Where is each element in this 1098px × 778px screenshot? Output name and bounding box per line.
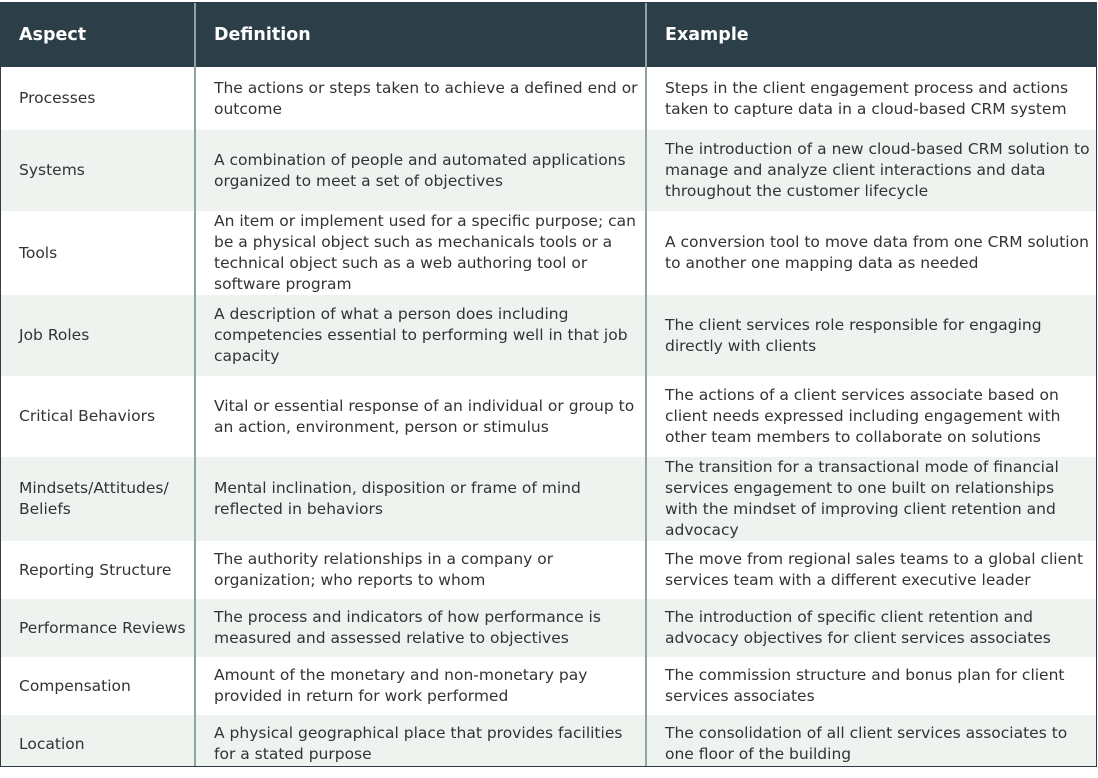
table-header (1, 3, 1096, 67)
header-aspect: Aspect (19, 25, 87, 45)
cell-aspect: Performance Reviews (19, 618, 186, 637)
cell-example: The consolidation of all client services associates to one floor of the building (646, 715, 1096, 767)
cell-definition: The process and indicators of how performance is measured and assessed relative to objectives (195, 599, 646, 657)
cell-example: The introduction of a new cloud-based CRM solution to manage and analyze client interactions and data throughout the customer lifecycle (646, 130, 1096, 211)
aspects-table (1, 3, 1096, 767)
cell-definition: The actions or steps taken to achieve a defined end or outcome (195, 67, 646, 130)
cell-example: The actions of a client services associate based on client needs expressed including engagement with other team members to collaborate on solutions (646, 376, 1096, 457)
cell-aspect: Compensation (19, 676, 131, 695)
cell-example: The transition for a transactional mode of financial services engagement to one built on relationships with the mindset of improving client retention and advocacy (646, 457, 1096, 541)
cell-aspect: Processes (19, 89, 96, 107)
header-example: Example (646, 3, 1096, 67)
table-row (1, 457, 1096, 541)
cell-definition: A description of what a person does including competencies essential to performing well in that job capacity (195, 295, 646, 376)
cell-example: A conversion tool to move data from one CRM solution to another one mapping data as needed (646, 211, 1096, 295)
cell-aspect: Reporting Structure (19, 560, 172, 579)
table-row (1, 130, 1096, 211)
cell-definition: A physical geographical place that provides facilities for a stated purpose (195, 715, 646, 767)
cell-aspect: Mindsets/Attitudes/ Beliefs (19, 479, 169, 518)
header-row (1, 3, 1096, 67)
cell-example: The move from regional sales teams to a global client services team with a different executive leader (646, 541, 1096, 599)
table-body (1, 67, 1096, 767)
cell-definition: An item or implement used for a specific purpose; can be a physical object such as mechanicals tools or a technical object such as a web authoring tool or software program (195, 211, 646, 295)
cell-example: The commission structure and bonus plan for client services associates (646, 657, 1096, 715)
cell-example: The client services role responsible for engaging directly with clients (646, 295, 1096, 376)
table-row (1, 211, 1096, 295)
table-row (1, 376, 1096, 457)
cell-example: The introduction of specific client retention and advocacy objectives for client services associates (646, 599, 1096, 657)
cell-definition: Amount of the monetary and non-monetary pay provided in return for work performed (195, 657, 646, 715)
table-row (1, 541, 1096, 599)
cell-example: Steps in the client engagement process and actions taken to capture data in a cloud-based CRM system (646, 67, 1096, 130)
table-row (1, 715, 1096, 767)
aspects-table-frame (0, 2, 1097, 767)
cell-definition: Vital or essential response of an individual or group to an action, environment, person or stimulus (195, 376, 646, 457)
cell-aspect: Job Roles (19, 326, 90, 344)
cell-definition: A combination of people and automated applications organized to meet a set of objectives (195, 130, 646, 211)
cell-definition: The authority relationships in a company or organization; who reports to whom (195, 541, 646, 599)
cell-aspect: Critical Behaviors (19, 407, 156, 425)
table-row (1, 657, 1096, 715)
table-row (1, 295, 1096, 376)
header-definition: Definition (195, 3, 646, 67)
cell-aspect: Tools (19, 243, 58, 262)
cell-aspect: Location (19, 734, 85, 753)
table-row (1, 67, 1096, 130)
table-row (1, 599, 1096, 657)
cell-aspect: Systems (19, 161, 85, 179)
cell-definition: Mental inclination, disposition or frame of mind reflected in behaviors (195, 457, 646, 541)
